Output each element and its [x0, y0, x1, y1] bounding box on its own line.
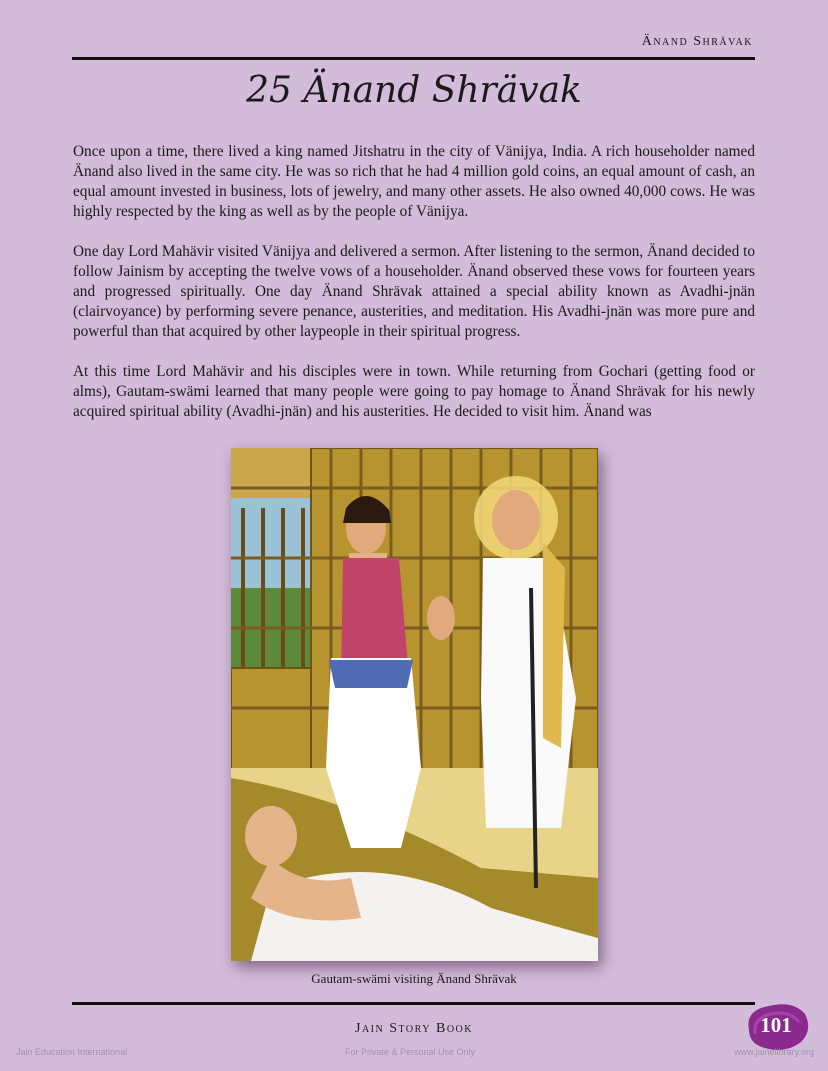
footer-note-center: For Private & Personal Use Only: [345, 1047, 476, 1057]
footer-note-right[interactable]: www.jainelibrary.org: [734, 1047, 814, 1057]
running-header: Änand Shrävak: [641, 34, 753, 49]
footer-note-left: Jain Education International: [16, 1047, 128, 1057]
chapter-title: 25 Änand Shrävak: [246, 70, 582, 111]
story-illustration: [231, 448, 598, 961]
paragraph-1: Once upon a time, there lived a king named Jitshatru in the city of Vänijya, India. A rich householder named Änand also lived in the same city. He was so rich that he had 4 million gold coins, an equal amount of cash, an equal amount invested in business, lots of jewelry, and many other assets. He also owned 40,000 cows. He was highly respected by the king as well as by the people of Vänijya.: [73, 143, 755, 220]
figure-caption: Gautam-swämi visiting Änand Shrävak: [311, 971, 517, 986]
page-number: 101: [760, 1013, 792, 1037]
header-rule: [72, 57, 755, 60]
paragraph-2: One day Lord Mahävir visited Vänijya and delivered a sermon. After listening to the sermon, Änand decided to follow Jainism by accepting the twelve vows of a householder. Änand observed these vows for fourteen years and progressed spiritually. One day Änand Shrävak attained a special ability known as Avadhi-jnän (clairvoyance) by performing severe penance, austerities, and meditation. His Avadhi-jnän was more pure and powerful than that acquired by other laypeople in their spiritual progress.: [73, 243, 755, 340]
story-text: [73, 142, 755, 442]
running-footer: Jain Story Book: [355, 1021, 473, 1036]
footer-rule: [72, 1002, 755, 1005]
paragraph-3: At this time Lord Mahävir and his disciples were in town. While returning from Gochari (getting food or alms), Gautam-swämi learned that many people were going to pay homage to Änand Shrävak for his newly acquired spiritual ability (Avadhi-jnän) and his austerities. He decided to visit him. Änand was: [73, 363, 755, 420]
